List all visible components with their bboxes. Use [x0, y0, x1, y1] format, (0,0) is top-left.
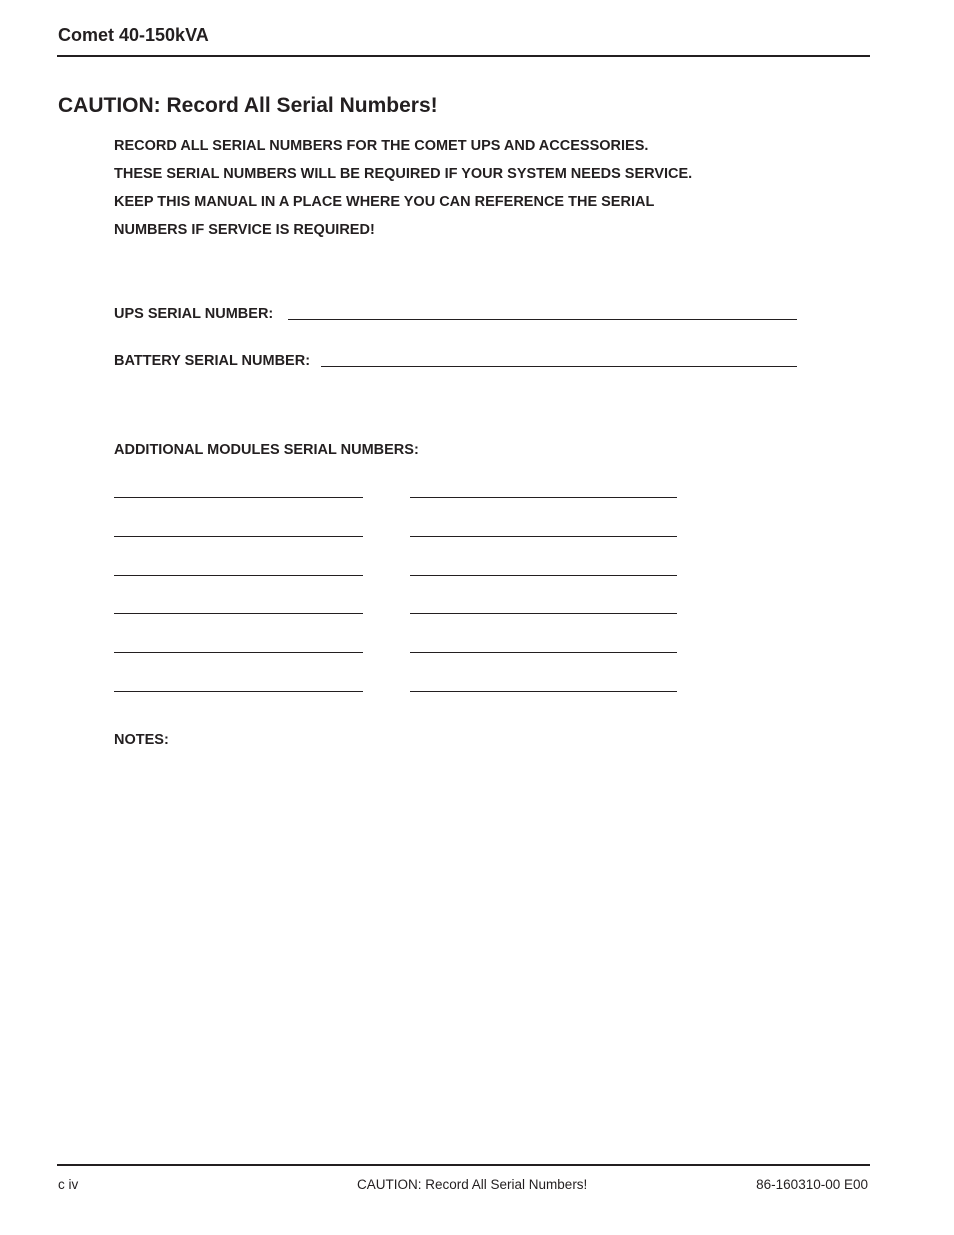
- caution-line: KEEP THIS MANUAL IN A PLACE WHERE YOU CAN REFERENCE THE SERIAL: [114, 194, 655, 210]
- additional-modules-label: ADDITIONAL MODULES SERIAL NUMBERS:: [114, 442, 419, 458]
- module-serial-field[interactable]: [410, 691, 677, 692]
- page-number: c iv: [58, 1177, 79, 1192]
- battery-serial-label: BATTERY SERIAL NUMBER:: [114, 353, 311, 369]
- footer-section-title: CAUTION: Record All Serial Numbers!: [357, 1177, 588, 1192]
- module-serial-field[interactable]: [410, 536, 677, 537]
- document-number: 86-160310-00 E00: [756, 1177, 868, 1192]
- module-serial-field[interactable]: [114, 536, 363, 537]
- module-serial-field[interactable]: [114, 691, 363, 692]
- ups-serial-label: UPS SERIAL NUMBER:: [114, 306, 274, 322]
- module-serial-field[interactable]: [410, 652, 677, 653]
- module-serial-field[interactable]: [114, 652, 363, 653]
- battery-serial-row: [114, 353, 797, 369]
- module-serial-field[interactable]: [410, 575, 677, 576]
- notes-label: NOTES:: [114, 732, 169, 748]
- footer-divider: [57, 1164, 870, 1166]
- module-serial-field[interactable]: [114, 497, 363, 498]
- module-serial-field[interactable]: [114, 575, 363, 576]
- module-serial-field[interactable]: [410, 497, 677, 498]
- caution-line: NUMBERS IF SERVICE IS REQUIRED!: [114, 222, 375, 238]
- module-serial-grid: [114, 497, 677, 692]
- ups-serial-row: [114, 306, 797, 322]
- section-heading: CAUTION: Record All Serial Numbers!: [58, 94, 438, 117]
- header-divider: [57, 55, 870, 57]
- document-header-title: Comet 40-150kVA: [58, 25, 209, 45]
- caution-line: RECORD ALL SERIAL NUMBERS FOR THE COMET UPS AND ACCESSORIES.: [114, 138, 649, 154]
- caution-text-block: [114, 136, 692, 248]
- caution-line: THESE SERIAL NUMBERS WILL BE REQUIRED IF YOUR SYSTEM NEEDS SERVICE.: [114, 166, 693, 182]
- ups-serial-field[interactable]: [288, 319, 797, 320]
- module-serial-field[interactable]: [410, 613, 677, 614]
- module-serial-field[interactable]: [114, 613, 363, 614]
- battery-serial-field[interactable]: [321, 366, 797, 367]
